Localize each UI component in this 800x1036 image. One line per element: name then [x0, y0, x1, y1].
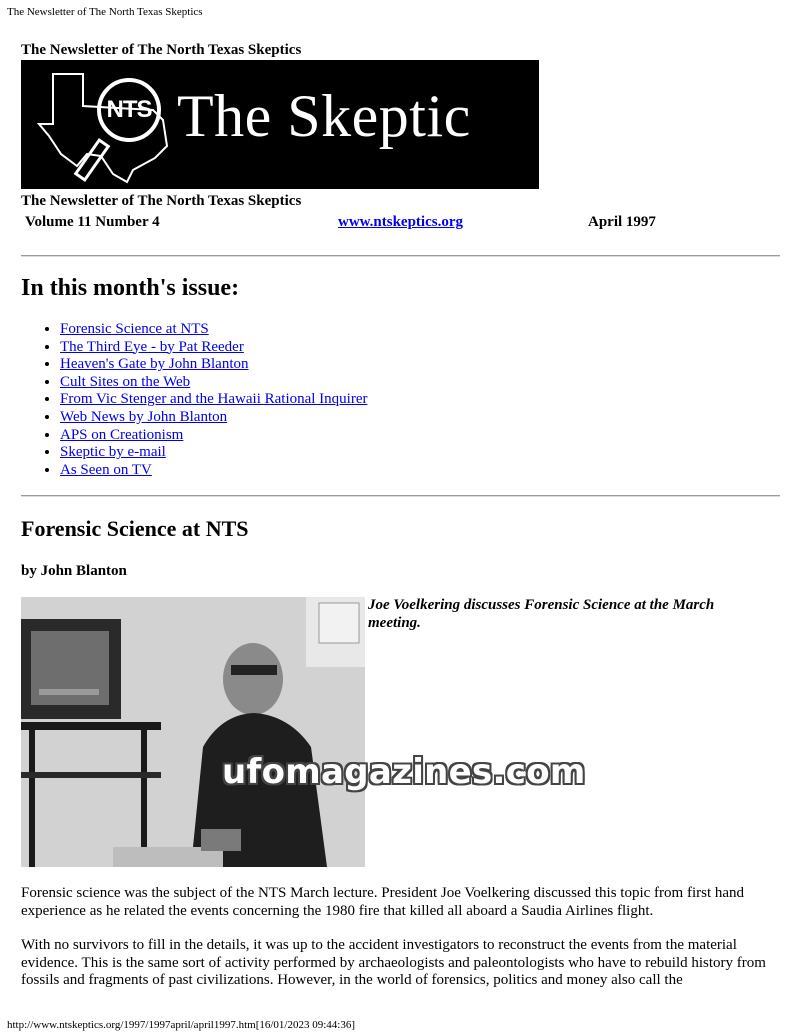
toc-item — [60, 444, 368, 462]
toc-item — [60, 356, 368, 374]
divider — [21, 255, 780, 257]
print-footer-url: http://www.ntskeptics.org/1997/1997april/april1997.htm[16/01/2023 09:44:36] — [7, 1019, 356, 1031]
toc-link-skeptic-email[interactable]: Skeptic by e-mail — [60, 444, 166, 461]
watermark-text: ufomagazines.com — [222, 752, 586, 792]
table-of-contents — [21, 321, 368, 479]
divider — [21, 495, 780, 497]
toc-link-third-eye[interactable]: The Third Eye - by Pat Reeder — [60, 338, 244, 355]
toc-item — [60, 339, 368, 357]
photo-caption: Joe Voelkering discusses Forensic Science at the March meeting. — [368, 597, 715, 631]
toc-item — [60, 462, 368, 480]
toc-item — [60, 321, 368, 339]
article-photo — [21, 597, 365, 867]
toc-link-web-news[interactable]: Web News by John Blanton — [60, 408, 228, 425]
toc-item — [60, 427, 368, 445]
masthead-title: The Skeptic — [177, 83, 471, 149]
article-byline: by John Blanton — [21, 563, 127, 579]
toc-link-cult-sites[interactable]: Cult Sites on the Web — [60, 373, 191, 390]
toc-link-as-seen-on-tv[interactable]: As Seen on TV — [60, 461, 152, 478]
article-title: Forensic Science at NTS — [21, 516, 249, 541]
newsletter-subtitle-top: The Newsletter of The North Texas Skeptics — [21, 42, 302, 58]
toc-item — [60, 409, 368, 427]
article-paragraph: With no survivors to fill in the details, it was up to the accident investigators to reconstruct the events from the material evidence. This is the same sort of activity performed by archaeologists and paleontologists who have to rebuild history from fossils and fragments of past civilizations. However, in the world of forensics, politics and money also call the — [21, 937, 766, 988]
volume-number: Volume 11 Number 4 — [25, 214, 160, 230]
toc-heading: In this month's issue: — [21, 275, 240, 301]
toc-item — [60, 391, 368, 409]
print-header: The Newsletter of The North Texas Skeptics — [7, 6, 203, 18]
website-link[interactable]: www.ntskeptics.org — [338, 214, 464, 230]
nts-magnifier-logo: NTS — [97, 78, 161, 142]
issue-date: April 1997 — [588, 214, 656, 230]
article-paragraph: Forensic science was the subject of the NTS March lecture. President Joe Voelkering discussed this topic from first hand experience as he related the events concerning the 1980 fire that killed all aboard a Saudia Airlines flight. — [21, 885, 745, 919]
toc-link-heavens-gate[interactable]: Heaven's Gate by John Blanton — [60, 356, 249, 373]
toc-item — [60, 374, 368, 392]
newsletter-subtitle: The Newsletter of The North Texas Skeptics — [21, 193, 302, 209]
toc-link-aps-creationism[interactable]: APS on Creationism — [60, 426, 184, 443]
toc-link-vic-stenger[interactable]: From Vic Stenger and the Hawaii Rational Inquirer — [60, 391, 368, 408]
toc-link-forensic-science[interactable]: Forensic Science at NTS — [60, 321, 209, 337]
masthead-banner — [21, 60, 539, 189]
photo-illustration — [21, 597, 365, 867]
